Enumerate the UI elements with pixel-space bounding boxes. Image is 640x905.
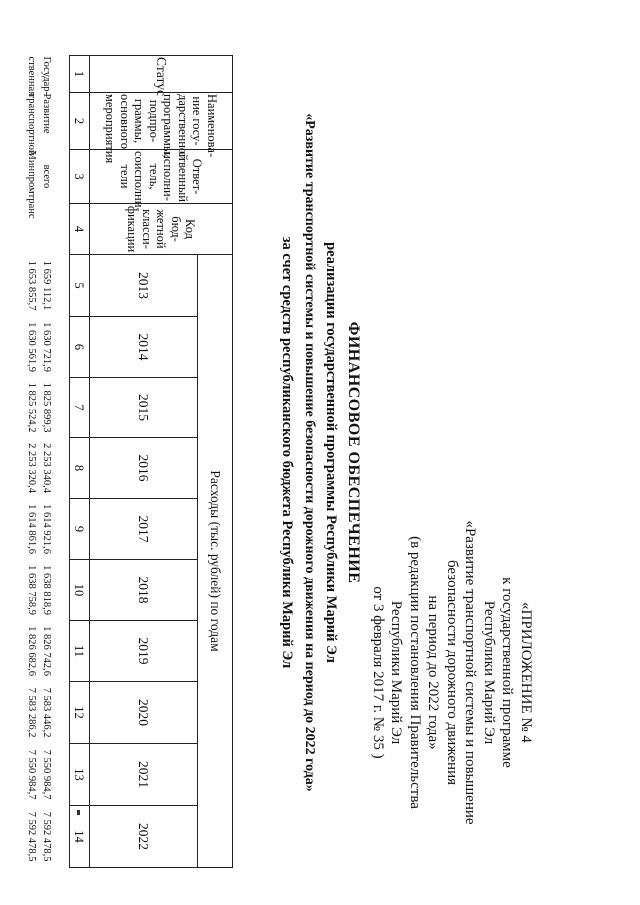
table-header-row (198, 56, 233, 868)
row-value: 1 630 721,9 (41, 322, 53, 372)
row-value: 7 592 478,5 (41, 811, 53, 862)
header-year: 2020 (90, 682, 198, 744)
row-value: 1 614 921,6 (41, 504, 53, 554)
header-year: 2016 (90, 438, 198, 499)
row-executor: Минпромтранс (26, 150, 38, 219)
program-name: «Развитие транспортной системы и повышение безопасности дорожного движения на период до 2022 года» (302, 113, 317, 792)
row-value: 1 659 112,1 (41, 260, 53, 311)
column-number: 2 (70, 93, 90, 150)
row-value: 2 253 320,4 (26, 443, 38, 493)
appendix-line: к государственной программе (499, 577, 516, 768)
header-executor: Ответ-ственный исполни-тель, соисполни-тели (90, 150, 233, 204)
column-number: 13 (70, 744, 90, 806)
appendix-line: безопасности дорожного движения (444, 559, 460, 786)
row-value: 1 826 742,6 (41, 626, 53, 676)
document-subtitle: реализации государственной программы Республики Марий Эл (323, 242, 339, 663)
row-status: Государ- (41, 56, 53, 96)
table-row (40, 56, 70, 868)
header-year: 2015 (90, 378, 198, 438)
row-value: 2 253 340,4 (41, 443, 53, 493)
appendix-line: «Развитие транспортной системы и повышение (462, 520, 479, 825)
column-number: 12 (70, 682, 90, 744)
funding-source: за счет средств республиканского бюджета Республики Марий Эл (279, 236, 295, 669)
row-value: 7 583 446,2 (41, 687, 53, 738)
row-value: 1 653 855,7 (26, 260, 38, 311)
row-value: 1 638 818,9 (41, 565, 53, 615)
row-value: 1 825 899,3 (41, 382, 53, 433)
row-value: 1 638 758,9 (26, 565, 38, 615)
header-year: 2019 (90, 621, 198, 682)
header-year: 2022 (90, 806, 198, 868)
header-status: Статус (90, 56, 233, 93)
column-number: 8 (70, 438, 90, 499)
appendix-block (369, 500, 536, 845)
column-numbers-row (70, 56, 90, 868)
row-value: 7 550 984,7 (26, 749, 38, 800)
row-value: 1 614 861,6 (26, 504, 38, 554)
column-number: 7 (70, 378, 90, 438)
row-value: 7 550 984,7 (41, 749, 53, 800)
appendix-line: Республики Марий Эл (481, 600, 497, 745)
appendix-line: (в редакции постановления Правительства (407, 536, 423, 809)
column-number: 10 (70, 560, 90, 621)
row-value: 7 592 478,5 (26, 811, 38, 862)
row-code (40, 204, 70, 255)
row-value: 1 826 682,6 (26, 626, 38, 676)
column-number: 4 (70, 204, 90, 255)
header-year: 2018 (90, 560, 198, 621)
column-number: 5 (70, 255, 90, 317)
row-executor: всего (41, 164, 53, 189)
header-expenses: Расходы (тыс. рублей) по годам (198, 255, 233, 868)
appendix-line: от 3 февраля 2017 г. № 35 ) (370, 586, 386, 759)
row-status: ственная (26, 56, 38, 97)
header-year: 2013 (90, 255, 198, 317)
header-year: 2014 (90, 317, 198, 378)
row-name: Развитие (41, 93, 53, 134)
column-number: 3 (70, 150, 90, 204)
appendix-line: «ПРИЛОЖЕНИЕ № 4 (518, 602, 534, 743)
appendix-line: Республики Марий Эл (388, 600, 405, 745)
row-value: 1 825 524,2 (26, 382, 38, 433)
row-value: 7 583 286,2 (26, 687, 38, 738)
header-name: Наименова-ние госу-дарственной программы, подпро-граммы, основного мероприятия (90, 93, 233, 150)
appendix-line: на период до 2022 года» (425, 595, 442, 750)
header-year: 2017 (90, 499, 198, 560)
table-row (24, 56, 40, 868)
row-value: 1 630 561,9 (26, 322, 38, 372)
scan-mark (77, 810, 80, 815)
column-number: 1 (70, 56, 90, 93)
header-year: 2021 (90, 744, 198, 806)
header-code: Код бюд-жетной класси-фикации (90, 204, 233, 255)
document-title: ФИНАНСОВОЕ ОБЕСПЕЧЕНИЕ (345, 321, 362, 584)
column-number: 11 (70, 621, 90, 682)
row-name: транспортной (26, 93, 38, 156)
document-title-block (276, 0, 364, 905)
column-number: 6 (70, 317, 90, 378)
column-number: 9 (70, 499, 90, 560)
financing-table (24, 55, 234, 868)
column-number: 14 (70, 806, 90, 868)
